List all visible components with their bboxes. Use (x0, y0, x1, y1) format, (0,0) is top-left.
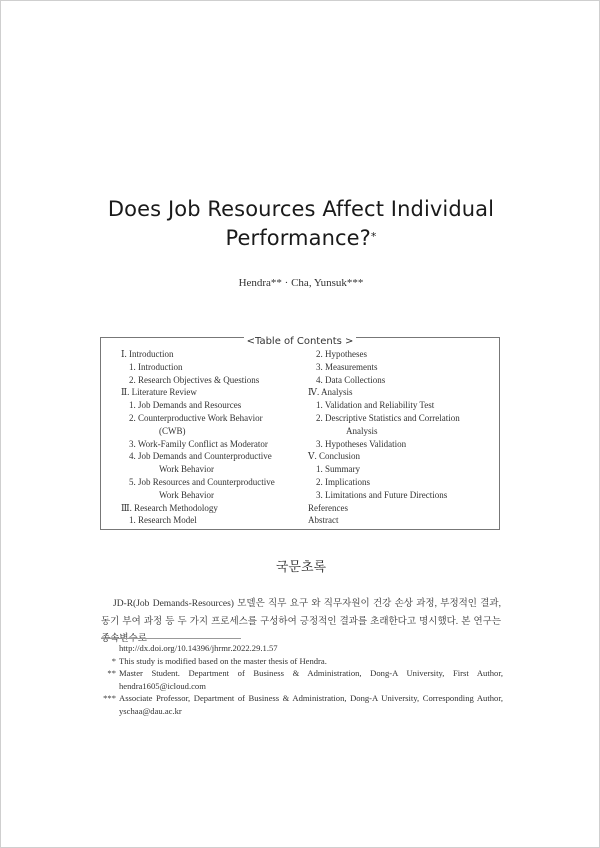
toc-item: Work Behavior (159, 464, 215, 475)
footnote-mark (101, 642, 119, 655)
footnote (101, 692, 503, 717)
toc-item: 1. Research Model (129, 515, 197, 526)
footnote-mark: *** (103, 693, 116, 704)
author-line: Hendra** · Cha, Yunsuk*** (238, 277, 364, 289)
toc-item: (CWB) (159, 425, 186, 436)
abstract-paragraph: JD-R(Job Demands-Resources) 모델은 직무 요구 와 직무자원이 건강 손상 과정, 부정적인 결과, 동기 부여 과정 등 두 가지 프로세스를 구성하여 긍정적인 결과를 초래한다고 명시했다. 본 연구는 종속변수로 (101, 599, 501, 644)
toc-item: Ⅲ. Research Methodology (121, 502, 218, 513)
toc-item: 4. Data Collections (316, 374, 386, 385)
toc-item: Analysis (346, 425, 378, 436)
toc-heading: <Table of Contents > (244, 336, 357, 347)
title-line-1: Does Job Resources Affect Individual (107, 197, 495, 221)
footnotes (101, 642, 503, 718)
toc-item: 2. Counterproductive Work Behavior (129, 412, 263, 423)
footnote (101, 667, 503, 692)
toc-item: 3. Limitations and Future Directions (316, 489, 448, 500)
toc-item: 2. Research Objectives & Questions (129, 374, 260, 385)
toc-left-column (121, 348, 311, 527)
footnote-text: http://dx.doi.org/10.14396/jhrmr.2022.29.1.57 (119, 643, 278, 653)
toc-item: 3. Measurements (316, 361, 378, 372)
toc-right-column (308, 348, 498, 527)
toc-item: 1. Job Demands and Resources (129, 400, 242, 411)
toc-item: 1. Summary (316, 464, 360, 475)
toc-item: Ⅱ. Literature Review (121, 387, 197, 398)
table-of-contents (100, 337, 500, 530)
footnote-text: Master Student. Department of Business & Administration, Dong-A University, First Author, hendra1605@icloud.com (119, 668, 503, 691)
footnote (101, 642, 503, 655)
title-footnote-mark: * (370, 230, 377, 243)
toc-item: Ⅳ. Analysis (308, 387, 353, 398)
toc-item: Ⅰ. Introduction (121, 349, 174, 359)
toc-item: 4. Job Demands and Counterproductive (129, 451, 272, 462)
toc-item: 3. Work-Family Conflict as Moderator (129, 438, 268, 449)
toc-item: Ⅴ. Conclusion (308, 451, 361, 462)
footnote-text: Associate Professor, Department of Business & Administration, Dong-A University, Corresponding Author, yschaa@dau.ac.kr (119, 693, 503, 716)
toc-item: Work Behavior (159, 489, 215, 500)
toc-item: 2. Hypotheses (316, 349, 367, 359)
toc-item: 3. Hypotheses Validation (316, 438, 407, 449)
title-line-2: Performance? (225, 226, 371, 250)
korean-abstract-heading: 국문초록 (275, 560, 327, 575)
footnote-divider (101, 638, 241, 639)
toc-item: Abstract (308, 515, 339, 526)
toc-item: 1. Introduction (129, 361, 183, 372)
footnote (101, 655, 503, 668)
toc-item: 5. Job Resources and Counterproductive (129, 476, 275, 487)
footnote-mark: ** (107, 668, 116, 679)
paper-title (1, 195, 600, 253)
toc-item: 2. Descriptive Statistics and Correlation (316, 412, 460, 423)
footnote-mark: * (111, 655, 116, 666)
toc-item: 2. Implications (316, 476, 370, 487)
toc-item: References (308, 502, 348, 513)
footnote-text: This study is modified based on the master thesis of Hendra. (119, 655, 327, 666)
korean-abstract (101, 596, 501, 649)
toc-item: 1. Validation and Reliability Test (316, 400, 435, 411)
